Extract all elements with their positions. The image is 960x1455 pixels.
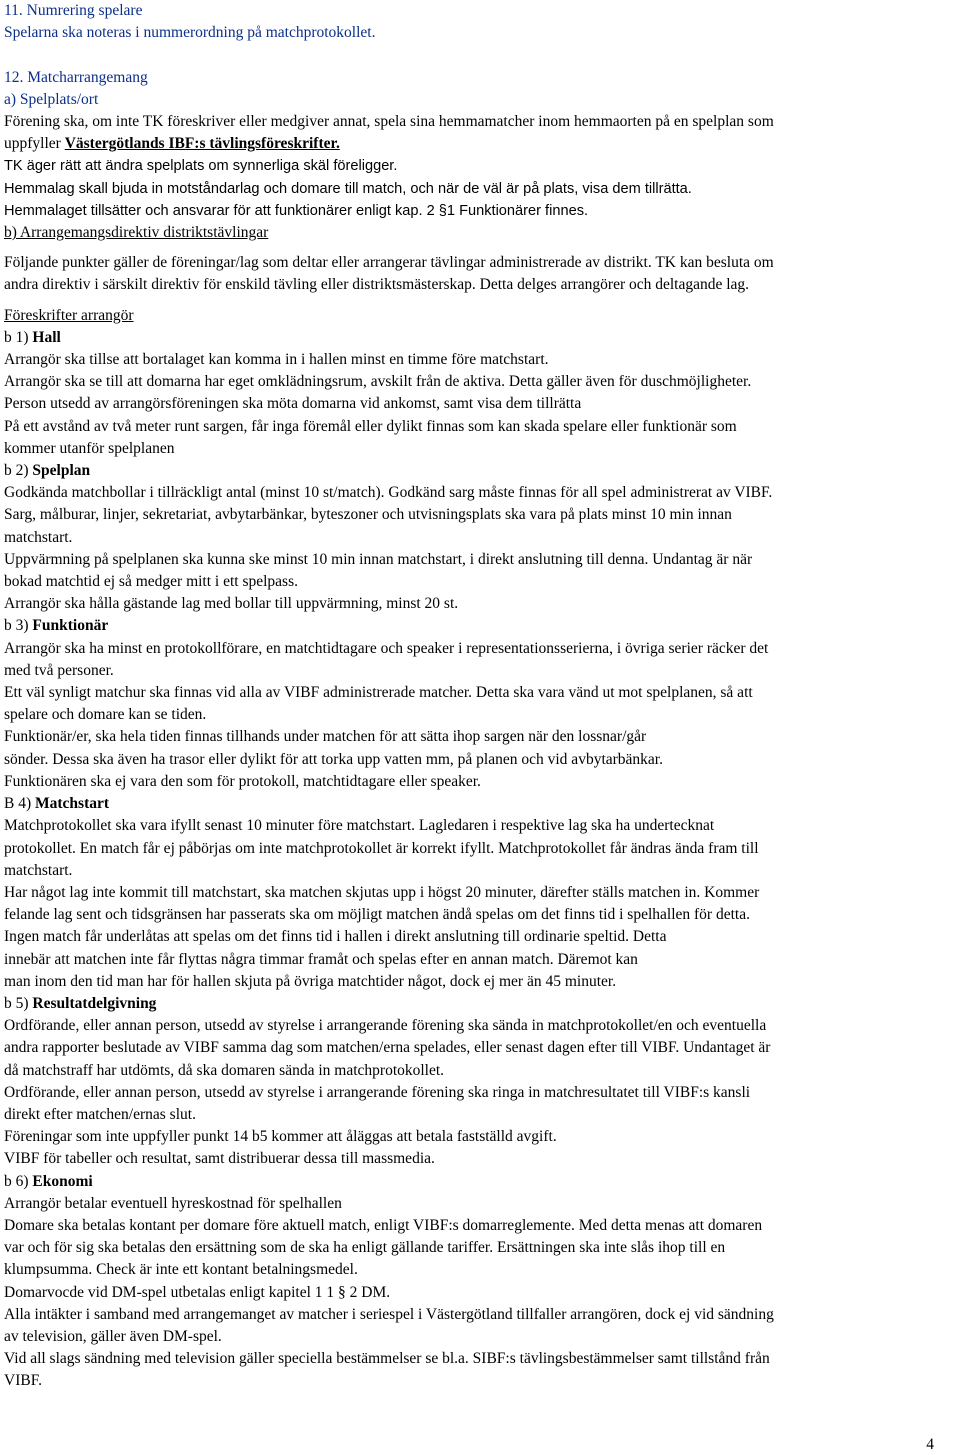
text-line: direkt efter matchen/ernas slut. xyxy=(4,1105,196,1123)
text-line: Spelarna ska noteras i nummerordning på matchprotokollet. xyxy=(4,24,376,42)
text-line: Förening ska, om inte TK föreskriver eller medgiver annat, spela sina hemmamatcher inom hemmaorten på en spelplan som xyxy=(4,113,774,130)
text-line: Ordförande, eller annan person, utsedd av styrelse i arrangerande förening ska sända in matchprotokollet/en och eventuella xyxy=(4,1017,767,1035)
text-line: Arrangör betalar eventuell hyreskostnad för spelhallen xyxy=(4,1194,342,1212)
text-line: Arrangör ska tillse att bortalaget kan komma in i hallen minst en timme före matchstart. xyxy=(4,351,549,369)
text-run: b 6) xyxy=(4,1172,33,1190)
text-run: uppfyller xyxy=(4,135,65,153)
spacer xyxy=(4,44,956,66)
document-page xyxy=(4,0,956,1393)
text-line: Funktionär/er, ska hela tiden finnas tillhands under matchen för att sätta ihop sargen när den lossnar/går xyxy=(4,728,647,746)
spacer xyxy=(4,244,956,252)
text-run: b 5) xyxy=(4,994,33,1012)
text-line: a) Spelplats/ort xyxy=(4,90,99,108)
text-run: Västergötlands IBF:s tävlingsföreskrifter. xyxy=(64,135,340,153)
text-line: TK äger rätt att ändra spelplats om synnerliga skäl föreligger. xyxy=(4,158,398,175)
page-number: 4 xyxy=(926,1436,934,1453)
text-line: Alla intäkter i samband med arrangemanget av matcher i seriespel i Västergötland tillfaller arrangören, dock ej vid sändning xyxy=(4,1305,774,1323)
text-line: Har något lag inte kommit till matchstart, ska matchen skjutas upp i högst 20 minuter, därefter ställs matchen in. Kommer xyxy=(4,883,760,901)
text-run: b 1) xyxy=(4,328,33,346)
text-line: felande lag sent och tidsgränsen har passerats ska om möjligt matchen ändå spelas om det finns tid i spelhallen för detta. xyxy=(4,906,750,924)
text-line: 12. Matcharrangemang xyxy=(4,68,148,86)
text-line: Funktionären ska ej vara den som för protokoll, matchtidtagare eller speaker. xyxy=(4,772,481,790)
text-line: 11. Numrering spelare xyxy=(4,2,143,19)
text-line: Ingen match får underlåtas att spelas om det finns tid i hallen i direkt anslutning till ordinarie speltid. Detta xyxy=(4,928,667,946)
text-line: av television, gäller även DM-spel. xyxy=(4,1327,222,1345)
text-line: matchstart. xyxy=(4,861,73,879)
section-heading-line xyxy=(4,1171,956,1193)
text-line: Följande punkter gäller de föreningar/lag som deltar eller arrangerar tävlingar administrerade av distrikt. TK kan besluta om xyxy=(4,254,774,272)
text-run: Resultatdelgivning xyxy=(32,994,157,1012)
text-line: Godkända matchbollar i tillräckligt antal (minst 10 st/match). Godkänd sarg måste finnas för all spel administrerat av VIBF. xyxy=(4,484,773,502)
text-run: Matchstart xyxy=(35,795,110,813)
text-line: Ordförande, eller annan person, utsedd av styrelse i arrangerande förening ska ringa in matchresultatet till VIBF:s kansli xyxy=(4,1083,751,1101)
text-line: med två personer. xyxy=(4,661,114,679)
spacer xyxy=(4,297,956,305)
text-line: Ett väl synligt matchur ska finnas vid alla av VIBF administrerade matcher. Detta ska vara vänd ut mot spelplanen, så att xyxy=(4,684,753,702)
section-heading-line xyxy=(4,615,956,637)
text-run: b 2) xyxy=(4,462,33,480)
text-line: På ett avstånd av två meter runt sargen, får inga föremål eller dylikt finnas som kan skada spelare eller funktionär som xyxy=(4,417,737,435)
text-line: innebär att matchen inte får flyttas några timmar framåt och spelas efter en annan match. Däremot kan xyxy=(4,950,638,968)
text-line: bokad matchtid ej så medger mitt i ett spelpass. xyxy=(4,573,299,591)
text-line: VIBF för tabeller och resultat, samt distribuerar dessa till massmedia. xyxy=(4,1150,435,1168)
text-line: Domare ska betalas kontant per domare före aktuell match, enligt VIBF:s domarreglemente. Med detta menas att domaren xyxy=(4,1216,763,1234)
text-line: Hemmalag skall bjuda in motståndarlag och domare till match, och när de väl är på plats, visa dem tillrätta. xyxy=(4,180,692,197)
text-line: Matchprotokollet ska vara ifyllt senast 10 minuter före matchstart. Lagledaren i respektive lag ska ha undertecknat xyxy=(4,817,715,835)
text-line: spelare och domare kan se tiden. xyxy=(4,706,207,724)
text-line: Föreskrifter arrangör xyxy=(4,306,134,324)
section-heading-line xyxy=(4,460,956,482)
text-run: B 4) xyxy=(4,795,35,813)
text-run: Spelplan xyxy=(32,462,91,480)
text-line: klumpsumma. Check är inte ett kontant betalningsmedel. xyxy=(4,1261,358,1279)
text-run: Hall xyxy=(32,328,61,346)
text-line: Arrangör ska se till att domarna har eget omklädningsrum, avskilt från de aktiva. Detta gäller även för duschmöjligheter. xyxy=(4,373,752,391)
text-line: Hemmalaget tillsätter och ansvarar för att funktionärer enligt kap. 2 §1 Funktionärer finnes. xyxy=(4,202,589,219)
text-line: Arrangör ska hålla gästande lag med bollar till uppvärmning, minst 20 st. xyxy=(4,595,459,613)
text-line: Person utsedd av arrangörsföreningen ska möta domarna vid ankomst, samt visa dem tillrätta xyxy=(4,395,582,413)
text-run: Ekonomi xyxy=(32,1172,93,1190)
text-line: Sarg, målburar, linjer, sekretariat, avbytarbänkar, byteszoner och utvisningsplats ska vara på plats minst 10 min innan xyxy=(4,506,732,524)
text-line: man inom den tid man har för hallen skjuta på övriga matchtider något, dock ej mer än 45 minuter. xyxy=(4,972,617,990)
text-line: Föreningar som inte uppfyller punkt 14 b5 kommer att åläggas att betala fastställd avgift. xyxy=(4,1128,557,1146)
text-line: Arrangör ska ha minst en protokollförare, en matchtidtagare och speaker i representationsserierna, i övriga serier räcker det xyxy=(4,639,769,657)
text-line: b) Arrangemangsdirektiv distriktstävlingar xyxy=(4,224,269,242)
text-line: matchstart. xyxy=(4,528,73,546)
section-heading-line xyxy=(4,327,956,349)
text-line: kommer utanför spelplanen xyxy=(4,439,175,457)
text-run: b 3) xyxy=(4,617,33,635)
text-line: protokollet. En match får ej påbörjas om inte matchprotokollet är korrekt ifyllt. Matchprotokollet får ändras ända fram till xyxy=(4,839,759,857)
text-line: Domarvocde vid DM-spel utbetalas enligt kapitel 1 1 § 2 DM. xyxy=(4,1283,391,1301)
text-line: Vid all slags sändning med television gäller speciella bestämmelser se bl.a. SIBF:s tävlingsbestämmelser samt tillstånd från xyxy=(4,1350,770,1368)
text-line: var och för sig ska betalas den ersättning som de ska ha enligt gällande tariffer. Ersättningen ska inte slås ihop till en xyxy=(4,1239,726,1257)
section-heading-line xyxy=(4,993,956,1015)
text-line: andra direktiv i särskilt direktiv för enskild tävling eller distriktsmästerskap. Detta delges arrangörer och deltagande lag. xyxy=(4,276,750,294)
text-line: Uppvärmning på spelplanen ska kunna ske minst 10 min innan matchstart, i direkt anslutning till denna. Undantag är när xyxy=(4,550,753,568)
text-line: VIBF. xyxy=(4,1372,42,1390)
section-heading-line xyxy=(4,793,956,815)
text-line: då matchstraff har utdömts, då ska domaren sända in matchprotokollet. xyxy=(4,1061,445,1079)
text-run: Funktionär xyxy=(32,617,109,635)
text-line: sönder. Dessa ska även ha trasor eller dylikt för att torka upp vatten mm, på planen och vid avbytarbänkar. xyxy=(4,750,663,768)
text-line: andra rapporter beslutade av VIBF samma dag som matchen/erna spelades, eller senast dagen efter till VIBF. Undantaget är xyxy=(4,1039,771,1057)
section-heading-line xyxy=(4,133,956,155)
